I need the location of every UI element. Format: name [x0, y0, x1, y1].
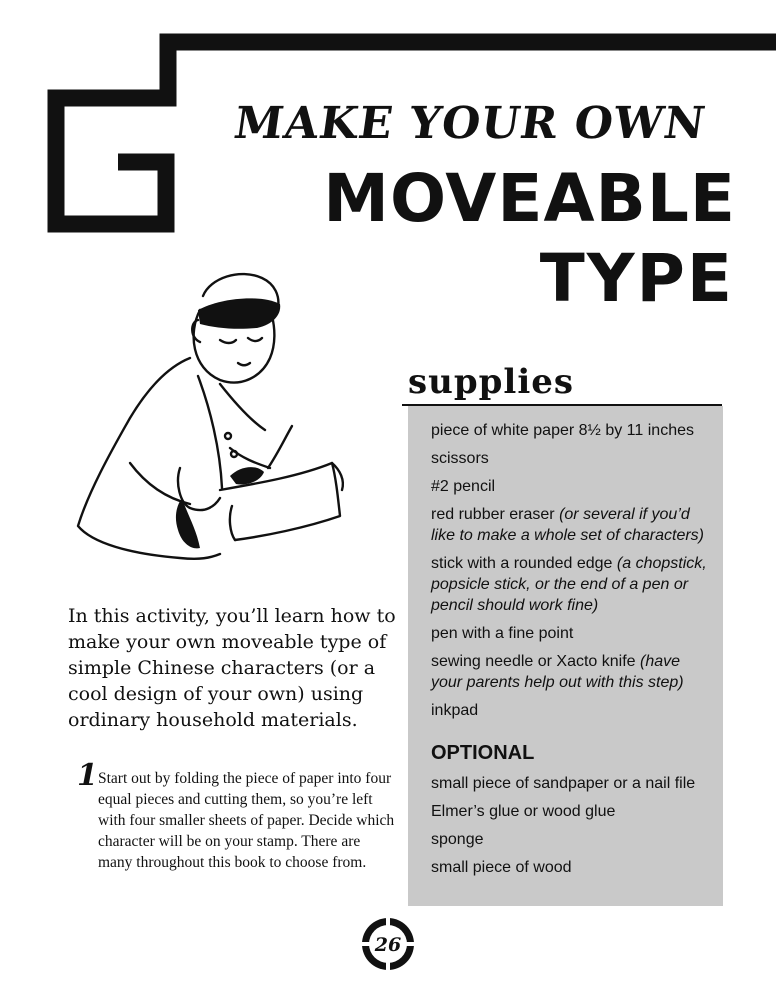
supply-item: stick with a rounded edge (a chopstick, popsicle stick, or the end of a pen or pencil should work fine) — [431, 555, 707, 614]
title-line-3: TYPE — [539, 240, 734, 317]
supply-item: sewing needle or Xacto knife (have your parents help out with this step) — [431, 653, 684, 691]
optional-supply-item: small piece of wood — [431, 859, 572, 876]
title-line-1: MAKE YOUR OWN — [230, 98, 710, 149]
supply-item: inkpad — [431, 702, 479, 719]
page-number-badge — [360, 916, 416, 972]
supply-item: scissors — [431, 450, 489, 467]
optional-supply-item: Elmer’s glue or wood glue — [431, 803, 616, 820]
title-line-2: MOVEABLE — [323, 160, 736, 237]
intro-paragraph: In this activity, you’ll learn how to make your own moveable type of simple Chinese characters (or a cool design of your own) using ordinary household materials. — [68, 605, 396, 731]
optional-supply-item: small piece of sandpaper or a nail file — [431, 775, 696, 792]
step-text: Start out by folding the piece of paper into four equal pieces and cutting them, so you’re left with four smaller sheets of paper. Decide which character will be on your stamp. There are many throughout this book to choose from. — [98, 770, 395, 871]
supplies-list-box — [408, 406, 723, 906]
supply-item: red rubber eraser (or several if you’d like to make a whole set of characters) — [431, 506, 705, 544]
supplies-heading: supplies — [408, 362, 575, 402]
step-number: 1 — [77, 758, 98, 793]
supply-item: pen with a fine point — [431, 625, 574, 642]
child-writing-illustration — [70, 258, 370, 568]
supply-item: piece of white paper 8½ by 11 inches — [431, 422, 694, 439]
supply-item: #2 pencil — [431, 478, 496, 495]
optional-heading: OPTIONAL — [431, 742, 535, 764]
optional-supply-item: sponge — [431, 831, 484, 848]
page-number: 26 — [374, 934, 402, 956]
